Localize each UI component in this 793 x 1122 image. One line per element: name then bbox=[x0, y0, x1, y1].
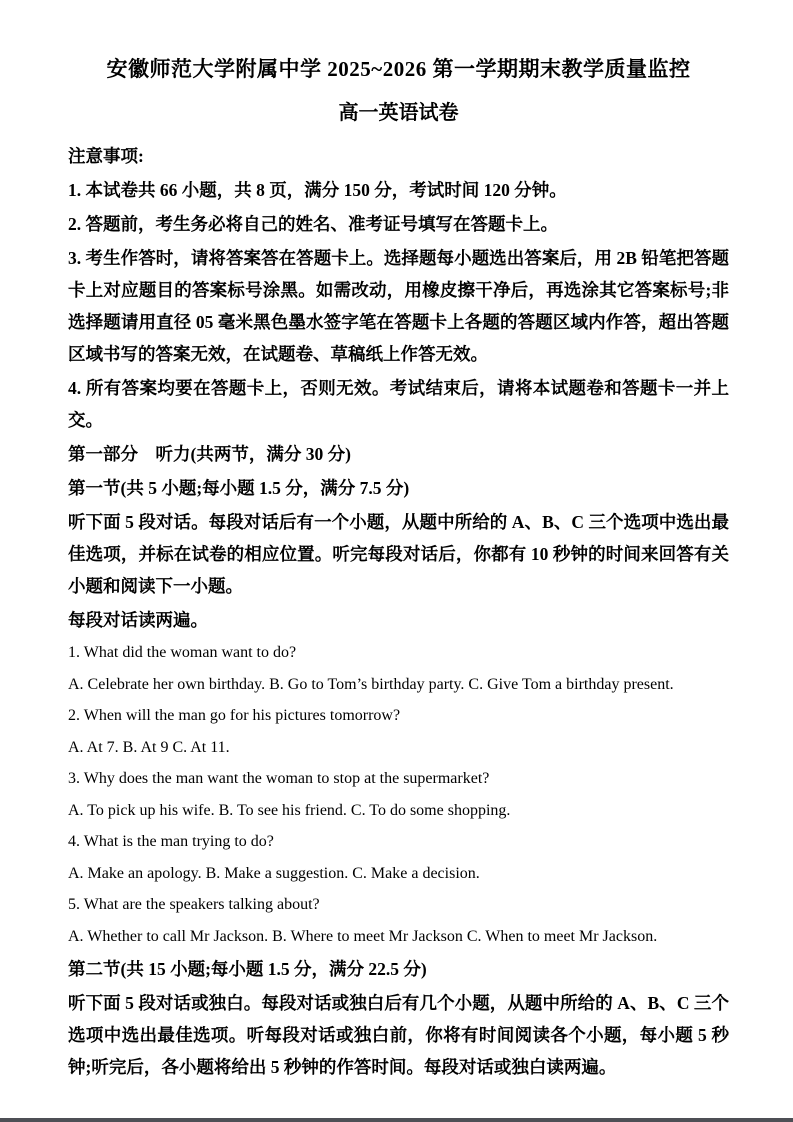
question-4-text: 4. What is the man trying to do? bbox=[68, 833, 274, 850]
read-twice-note: 每段对话读两遍。 bbox=[68, 610, 208, 630]
question-3-text: 3. Why does the man want the woman to stop at the supermarket? bbox=[68, 770, 490, 787]
question-1-options: A. Celebrate her own birthday. B. Go to Tom’s birthday party. C. Give Tom a birthday present. bbox=[68, 675, 674, 693]
section2-heading: 第二节(共 15 小题;每小题 1.5 分，满分 22.5 分) bbox=[68, 959, 427, 979]
part1-heading: 第一部分 听力(共两节，满分 30 分) bbox=[68, 444, 351, 464]
question-4-options: A. Make an apology. B. Make a suggestion. C. Make a decision. bbox=[68, 864, 480, 882]
question-3-options: A. To pick up his wife. B. To see his friend. C. To do some shopping. bbox=[68, 801, 511, 819]
exam-subtitle: 高一英语试卷 bbox=[338, 102, 459, 124]
question-1-text: 1. What did the woman want to do? bbox=[68, 644, 297, 661]
notice-item-4: 4. 所有答案均要在答题卡上，否则无效。考试结束后，请将本试题卷和答题卡一并上交。 bbox=[68, 378, 729, 430]
section2-intro: 听下面 5 段对话或独白。每段对话或独白后有几个小题，从题中所给的 A、B、C 三个选项中选出最佳选项。听每段对话或独白前，你将有时间阅读各个小题，每小题 5 秒钟;听完后，各小题将给出 5 秒钟的作答时间。每段对话或独白读两遍。 bbox=[68, 993, 729, 1077]
notice-item-1: 1. 本试卷共 66 小题，共 8 页，满分 150 分，考试时间 120 分钟。 bbox=[68, 180, 567, 200]
question-2-options: A. At 7. B. At 9 C. At 11. bbox=[68, 738, 230, 756]
page-break-divider bbox=[0, 1118, 793, 1122]
question-2-text: 2. When will the man go for his pictures tomorrow? bbox=[68, 707, 401, 724]
notice-heading: 注意事项: bbox=[68, 146, 144, 166]
question-5-options: A. Whether to call Mr Jackson. B. Where to meet Mr Jackson C. When to meet Mr Jackson. bbox=[68, 927, 658, 945]
notice-item-3: 3. 考生作答时，请将答案答在答题卡上。选择题每小题选出答案后，用 2B 铅笔把答题卡上对应题目的答案标号涂黑。如需改动，用橡皮擦干净后，再选涂其它答案标号;非选择题请用直径 05 毫米黑色墨水签字笔在答题卡上各题的答题区域内作答，超出答题区域书写的答案无效，在试题卷、草稿纸上作答无效。 bbox=[68, 248, 729, 364]
exam-title: 安徽师范大学附属中学 2025~2026 第一学期期末教学质量监控 bbox=[106, 57, 691, 81]
section1-heading: 第一节(共 5 小题;每小题 1.5 分，满分 7.5 分) bbox=[68, 478, 410, 498]
question-5-text: 5. What are the speakers talking about? bbox=[68, 896, 320, 913]
section1-intro: 听下面 5 段对话。每段对话后有一个小题，从题中所给的 A、B、C 三个选项中选出最佳选项，并标在试卷的相应位置。听完每段对话后，你都有 10 秒钟的时间来回答有关小题和阅读下一小题。 bbox=[68, 512, 729, 596]
notice-item-2: 2. 答题前，考生务必将自己的姓名、准考证号填写在答题卡上。 bbox=[68, 214, 558, 234]
